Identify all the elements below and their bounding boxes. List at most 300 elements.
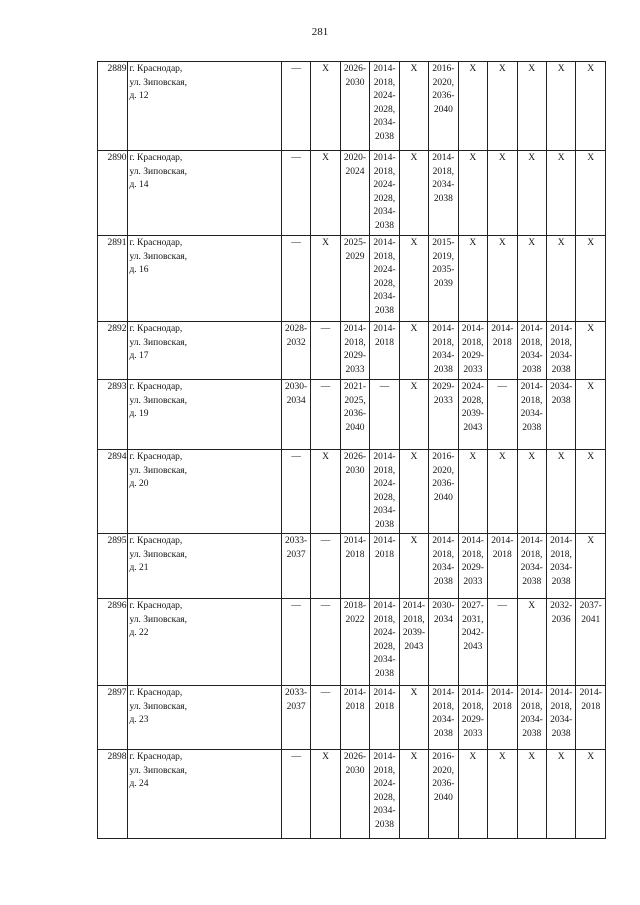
period-line: 2024- <box>373 91 396 102</box>
period-line: 2014- <box>373 452 396 462</box>
period-line: 2018- <box>343 601 367 611</box>
period-line: 2038 <box>433 193 453 204</box>
period-line: X <box>528 153 536 163</box>
period-line: 2034- <box>432 180 455 191</box>
period-cell <box>429 62 458 151</box>
period-cell <box>576 686 606 750</box>
period-line: X <box>587 324 595 334</box>
period-cell <box>340 750 369 839</box>
period-line: 2018 <box>374 701 394 712</box>
period-line: 2030- <box>432 601 455 611</box>
period-line: 2014- <box>461 536 484 546</box>
period-line: 2034- <box>520 351 543 362</box>
address-line: д. 22 <box>129 628 149 639</box>
period-line: 2029- <box>461 351 484 362</box>
row-number: 2897 <box>98 686 128 750</box>
period-line: 2014- <box>491 324 514 334</box>
period-cell <box>340 236 369 322</box>
period-line: X <box>557 452 565 462</box>
period-line: X <box>557 752 565 762</box>
address-cell <box>128 151 281 236</box>
table-row <box>98 750 606 839</box>
address-line: г. Краснодар, <box>129 536 183 546</box>
address-line: ул. Зиповская, <box>129 77 188 88</box>
period-cell <box>311 236 340 322</box>
period-line: 2029- <box>432 382 455 392</box>
period-line: 2018 <box>492 337 512 348</box>
period-cell <box>488 599 517 686</box>
period-cell <box>546 450 575 534</box>
period-line: 2024- <box>373 479 396 490</box>
period-line: 2018 <box>345 549 365 560</box>
period-line: 2036- <box>432 91 455 102</box>
period-line: 2018, <box>550 337 572 348</box>
period-line: 2034- <box>373 506 396 517</box>
period-line: X <box>557 153 565 163</box>
period-cell <box>281 450 310 534</box>
period-cell <box>458 686 487 750</box>
period-line: — <box>320 324 331 334</box>
period-line: X <box>498 452 506 462</box>
address-cell <box>128 450 281 534</box>
period-line: 2014- <box>343 324 367 334</box>
period-cell <box>281 750 310 839</box>
table-row <box>98 236 606 322</box>
period-line: 2033 <box>433 395 453 406</box>
period-line: 2014- <box>373 324 396 334</box>
address-line: г. Краснодар, <box>129 64 183 74</box>
period-cell <box>399 534 428 599</box>
period-line: 2028, <box>373 193 396 204</box>
period-cell <box>488 322 517 380</box>
period-line: X <box>410 153 418 163</box>
period-line: 2034- <box>550 563 573 574</box>
period-line: 2034- <box>373 655 396 666</box>
period-line: 2018, <box>462 549 484 560</box>
period-line: X <box>528 601 536 611</box>
period-line: 2016- <box>432 64 455 74</box>
period-cell <box>546 236 575 322</box>
period-cell <box>517 750 546 839</box>
row-number: 2892 <box>98 322 128 380</box>
address-cell <box>128 380 281 450</box>
address-line: г. Краснодар, <box>129 382 183 392</box>
period-cell <box>546 380 575 450</box>
period-line: X <box>469 153 477 163</box>
period-cell <box>429 686 458 750</box>
period-line: — <box>320 536 331 546</box>
period-line: 2039 <box>433 278 453 289</box>
period-line: 2014- <box>373 153 396 163</box>
period-line: 2027- <box>461 601 484 611</box>
address-cell <box>128 236 281 322</box>
period-line: X <box>410 64 418 74</box>
period-cell <box>429 534 458 599</box>
period-cell <box>576 750 606 839</box>
period-line: 2014- <box>579 688 602 698</box>
period-cell <box>546 62 575 151</box>
row-number: 2893 <box>98 380 128 450</box>
address-line: г. Краснодар, <box>129 153 183 163</box>
period-line: 2036- <box>343 409 367 420</box>
period-line: 2018, <box>373 465 396 476</box>
address-line: д. 21 <box>129 563 149 574</box>
period-cell <box>488 686 517 750</box>
address-cell <box>128 686 281 750</box>
period-cell <box>370 236 399 322</box>
period-line: 2028- <box>285 324 308 334</box>
period-cell <box>311 686 340 750</box>
period-line: 2029- <box>461 563 484 574</box>
address-line: ул. Зиповская, <box>129 251 188 262</box>
table-row <box>98 599 606 686</box>
period-cell <box>311 534 340 599</box>
period-line: 2034- <box>520 563 543 574</box>
period-line: 2018, <box>432 337 455 348</box>
period-line: 2021- <box>343 382 367 392</box>
period-line: 2022 <box>345 614 365 625</box>
period-cell <box>399 322 428 380</box>
period-line: 2020, <box>432 465 455 476</box>
period-line: 2028, <box>373 104 396 115</box>
period-cell <box>546 686 575 750</box>
period-cell <box>517 151 546 236</box>
row-number: 2891 <box>98 236 128 322</box>
period-line: 2014- <box>432 324 455 334</box>
period-line: 2038 <box>374 220 394 231</box>
period-cell <box>311 599 340 686</box>
period-cell <box>399 236 428 322</box>
period-line: 2024- <box>373 628 396 639</box>
period-line: 2030 <box>345 465 365 476</box>
period-cell <box>458 322 487 380</box>
table-row <box>98 450 606 534</box>
period-line: X <box>587 752 595 762</box>
period-line: 2037 <box>286 549 306 560</box>
period-cell <box>458 599 487 686</box>
period-line: X <box>557 238 565 248</box>
period-line: X <box>498 238 506 248</box>
address-cell <box>128 534 281 599</box>
period-line: 2038 <box>433 364 453 375</box>
period-cell <box>429 236 458 322</box>
period-cell <box>458 450 487 534</box>
period-line: — <box>320 382 331 392</box>
period-line: 2036 <box>551 614 571 625</box>
row-number: 2898 <box>98 750 128 839</box>
period-line: X <box>528 238 536 248</box>
period-line: 2033- <box>285 688 308 698</box>
period-line: 2041 <box>581 614 601 625</box>
row-number: 2889 <box>98 62 128 151</box>
period-cell <box>546 750 575 839</box>
row-number: 2896 <box>98 599 128 686</box>
period-line: X <box>410 752 418 762</box>
period-line: 2029 <box>345 251 365 262</box>
period-line: 2043 <box>404 641 424 652</box>
period-cell <box>546 322 575 380</box>
period-line: 2034- <box>432 351 455 362</box>
period-cell <box>576 151 606 236</box>
period-line: X <box>498 153 506 163</box>
period-line: 2037 <box>286 701 306 712</box>
period-cell <box>458 236 487 322</box>
period-line: 2018, <box>521 549 543 560</box>
period-line: 2036- <box>432 479 455 490</box>
period-line: 2018, <box>462 701 484 712</box>
period-line: 2018 <box>492 701 512 712</box>
period-line: — <box>291 601 301 611</box>
period-line: 2014- <box>520 536 543 546</box>
period-line: 2014- <box>432 153 455 163</box>
period-cell <box>399 380 428 450</box>
period-cell <box>399 599 428 686</box>
address-line: ул. Зиповская, <box>129 166 188 177</box>
address-line: д. 16 <box>129 265 149 276</box>
period-line: 2014- <box>373 688 396 698</box>
period-line: 2014- <box>343 536 367 546</box>
period-line: X <box>469 64 477 74</box>
period-cell <box>370 380 399 450</box>
period-cell <box>458 380 487 450</box>
period-line: 2018, <box>521 337 543 348</box>
period-line: 2033 <box>463 576 483 587</box>
period-cell <box>429 380 458 450</box>
period-cell <box>370 686 399 750</box>
period-cell <box>281 686 310 750</box>
period-line: 2014- <box>432 688 455 698</box>
period-cell <box>340 62 369 151</box>
period-cell <box>340 450 369 534</box>
period-cell <box>429 151 458 236</box>
period-line: X <box>587 382 595 392</box>
period-line: 2014- <box>373 752 396 762</box>
period-line: 2033 <box>463 728 483 739</box>
period-cell <box>399 750 428 839</box>
period-line: 2034- <box>373 806 396 817</box>
address-line: ул. Зиповская, <box>129 465 188 476</box>
period-line: 2014- <box>550 536 573 546</box>
period-line: 2034- <box>550 382 573 392</box>
period-line: 2018, <box>373 765 396 776</box>
period-cell <box>311 322 340 380</box>
period-line: X <box>498 64 506 74</box>
period-line: X <box>469 752 477 762</box>
period-cell <box>370 322 399 380</box>
period-line: X <box>410 238 418 248</box>
page-number: 281 <box>311 26 329 38</box>
row-number: 2894 <box>98 450 128 534</box>
period-line: 2018, <box>373 251 396 262</box>
address-line: д. 19 <box>129 409 149 420</box>
address-line: д. 24 <box>129 779 149 790</box>
period-cell <box>281 380 310 450</box>
period-line: 2040 <box>433 792 453 803</box>
address-line: г. Краснодар, <box>129 752 183 762</box>
period-line: 2018, <box>550 549 572 560</box>
period-line: 2032- <box>550 601 573 611</box>
period-line: 2028, <box>373 792 396 803</box>
period-line: 2034 <box>286 395 306 406</box>
period-line: 2034- <box>520 409 543 420</box>
period-line: X <box>410 452 418 462</box>
address-line: г. Краснодар, <box>129 601 183 611</box>
address-cell <box>128 599 281 686</box>
period-line: 2040 <box>345 422 365 433</box>
period-line: 2016- <box>432 452 455 462</box>
period-line: 2038 <box>374 668 394 679</box>
table-row <box>98 534 606 599</box>
period-line: 2014- <box>461 688 484 698</box>
period-line: 2014- <box>373 536 396 546</box>
address-line: д. 17 <box>129 351 149 362</box>
period-line: 2034- <box>373 207 396 218</box>
period-line: 2024- <box>373 265 396 276</box>
period-cell <box>281 236 310 322</box>
period-cell <box>399 686 428 750</box>
period-line: 2032 <box>286 337 306 348</box>
address-cell <box>128 750 281 839</box>
period-cell <box>340 380 369 450</box>
period-line: 2038 <box>374 305 394 316</box>
period-line: 2014- <box>550 324 573 334</box>
period-line: — <box>497 601 508 611</box>
address-line: д. 12 <box>129 91 149 102</box>
period-line: 2043 <box>463 641 483 652</box>
period-line: 2020, <box>432 765 455 776</box>
period-cell <box>546 151 575 236</box>
period-cell <box>311 62 340 151</box>
table-row <box>98 686 606 750</box>
period-cell <box>311 450 340 534</box>
table-row <box>98 151 606 236</box>
period-cell <box>281 151 310 236</box>
period-line: 2018, <box>521 701 543 712</box>
period-line: X <box>322 752 329 762</box>
period-line: 2014- <box>550 688 573 698</box>
period-cell <box>458 151 487 236</box>
period-cell <box>281 322 310 380</box>
period-line: 2014- <box>461 324 484 334</box>
period-line: X <box>587 238 595 248</box>
period-cell <box>517 686 546 750</box>
period-line: 2030 <box>345 77 365 88</box>
period-line: 2028, <box>373 641 396 652</box>
period-cell <box>458 750 487 839</box>
period-cell <box>458 534 487 599</box>
period-line: 2028, <box>373 278 396 289</box>
period-line: 2014- <box>373 64 396 74</box>
period-line: 2018 <box>492 549 512 560</box>
period-cell <box>576 322 606 380</box>
period-line: 2034- <box>550 715 573 726</box>
period-line: 2031, <box>462 614 484 625</box>
period-line: 2018 <box>345 701 365 712</box>
period-cell <box>429 750 458 839</box>
address-line: г. Краснодар, <box>129 238 183 248</box>
period-cell <box>340 534 369 599</box>
address-line: ул. Зиповская, <box>129 614 188 625</box>
period-line: X <box>528 452 536 462</box>
period-line: X <box>528 752 536 762</box>
period-line: 2038 <box>551 576 571 587</box>
period-line: 2043 <box>463 422 483 433</box>
period-line: 2038 <box>551 395 571 406</box>
period-line: 2018, <box>432 166 455 177</box>
period-line: 2019, <box>432 251 455 262</box>
period-line: 2034- <box>432 563 455 574</box>
period-cell <box>517 380 546 450</box>
period-line: 2018, <box>550 701 572 712</box>
period-cell <box>488 534 517 599</box>
period-cell <box>546 599 575 686</box>
table-row <box>98 322 606 380</box>
period-line: 2033- <box>285 536 308 546</box>
address-line: ул. Зиповская, <box>129 337 188 348</box>
period-line: 2018, <box>373 77 396 88</box>
period-line: — <box>320 688 331 698</box>
period-line: X <box>587 153 595 163</box>
period-line: 2014- <box>343 688 367 698</box>
period-line: 2026- <box>343 752 367 762</box>
period-line: 2039- <box>402 628 425 639</box>
period-line: 2039- <box>461 409 484 420</box>
address-line: г. Краснодар, <box>129 452 183 462</box>
period-line: — <box>291 238 301 248</box>
period-line: 2014- <box>491 688 514 698</box>
period-cell <box>399 151 428 236</box>
period-line: X <box>469 238 477 248</box>
period-line: X <box>410 324 418 334</box>
period-line: 2018, <box>373 614 396 625</box>
period-line: 2029- <box>461 715 484 726</box>
period-line: 2014- <box>491 536 514 546</box>
period-line: 2024 <box>345 166 365 177</box>
period-line: 2034- <box>550 351 573 362</box>
period-cell <box>429 450 458 534</box>
period-cell <box>370 151 399 236</box>
period-line: 2038 <box>522 364 542 375</box>
period-line: 2038 <box>374 131 394 142</box>
period-cell <box>429 322 458 380</box>
address-line: г. Краснодар, <box>129 324 183 334</box>
period-line: 2018, <box>403 614 425 625</box>
period-cell <box>370 62 399 151</box>
period-line: 2028, <box>373 492 396 503</box>
period-line: — <box>291 64 301 74</box>
address-cell <box>128 322 281 380</box>
address-line: г. Краснодар, <box>129 688 183 698</box>
period-line: 2038 <box>522 576 542 587</box>
address-line: ул. Зиповская, <box>129 701 188 712</box>
address-line: ул. Зиповская, <box>129 395 188 406</box>
period-cell <box>488 62 517 151</box>
period-cell <box>311 750 340 839</box>
period-cell <box>281 599 310 686</box>
period-line: 2020- <box>343 153 367 163</box>
period-cell <box>340 686 369 750</box>
period-line: X <box>528 64 536 74</box>
period-cell <box>488 380 517 450</box>
period-line: 2034- <box>373 118 396 129</box>
period-line: X <box>557 64 565 74</box>
period-line: 2015- <box>432 238 455 248</box>
period-cell <box>576 450 606 534</box>
period-line: 2018 <box>581 701 601 712</box>
period-line: 2018, <box>373 166 396 177</box>
period-cell <box>546 534 575 599</box>
period-line: 2036- <box>432 779 455 790</box>
